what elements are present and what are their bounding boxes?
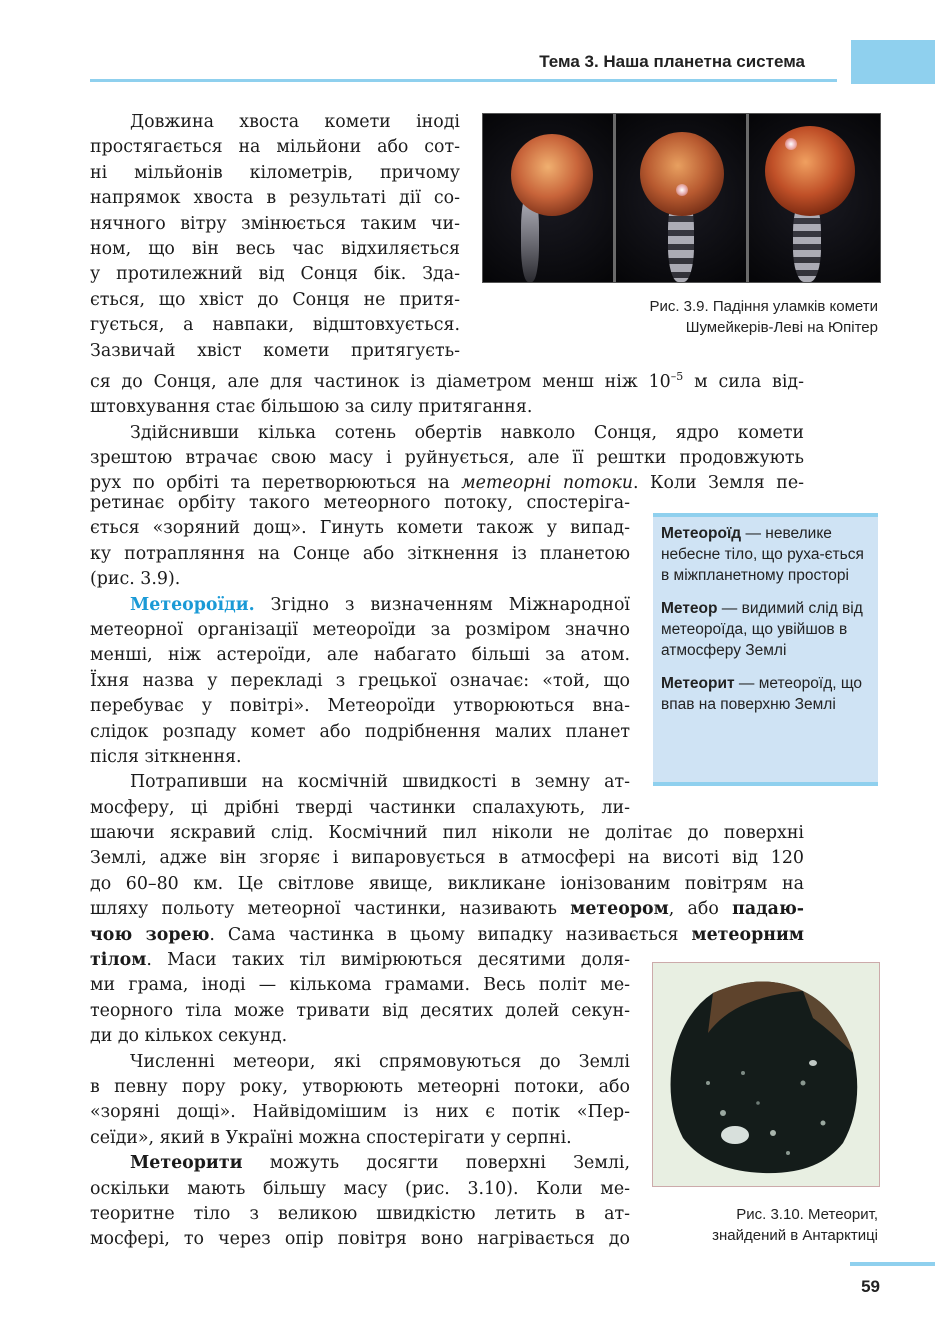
text-line: напрямок хвоста в результаті дії со- — [90, 188, 460, 209]
text-line: мосфері, то через опір повітря воно нагрівається до — [90, 1229, 630, 1250]
caption-line: Рис. 3.10. Метеорит, — [736, 1206, 878, 1223]
text-line: ди до кількох секунд. — [90, 1026, 288, 1047]
figure-3-10-caption — [640, 1204, 878, 1246]
text-line: оскільки мають більшу масу (рис. 3.10). Коли ме- — [90, 1178, 630, 1199]
impact-flash — [676, 184, 688, 196]
text-line: ном, що він весь час відхиляється — [90, 239, 460, 260]
text-line — [90, 364, 804, 395]
text-line — [90, 948, 630, 973]
text-line — [90, 1151, 630, 1176]
definition-text: — невелике небесне тіло, що руха-ється в міжпланетному просторі — [661, 525, 864, 584]
text-line — [90, 923, 804, 948]
text-line: Землі, адже він згоряє і випаровується в атмосфері на висоті від 120 — [90, 848, 804, 869]
text-line: штовхування стає більшою за силу притягання. — [90, 397, 533, 418]
text-line — [90, 897, 804, 922]
text-line: шаючи яскравий слід. Космічний пил ніколи не долітає до поверхні — [90, 823, 804, 843]
bold-term: тілом — [90, 950, 147, 970]
text-line: у протилежний від Сонця бік. Зда- — [90, 264, 460, 285]
text-line: Здійснивши кілька сотень обертів навколо Сонця, ядро комети — [130, 422, 804, 443]
bold-term: чою зорею — [90, 924, 210, 945]
text-line: зрештою втрачає свою масу і руйнується, але її рештки продовжують — [90, 448, 804, 469]
bold-term: Метеорити — [130, 1153, 243, 1174]
exponent: –5 — [670, 370, 684, 383]
meteorite-image — [653, 963, 879, 1186]
text-span: шляху польоту метеорної частинки, називають — [90, 899, 571, 920]
text-span: м сила від- — [683, 371, 804, 392]
text-line: менші, ніж астероїди, але набагато більші за атом. — [90, 645, 630, 666]
emphasis-term: метеорні потоки — [461, 473, 634, 494]
text-line: ні мільйонів кілометрів, причому — [90, 162, 460, 183]
text-span: можуть досягти поверхні Землі, — [242, 1153, 630, 1174]
text-line: сеїди», який в Україні можна спостерігати у серпні. — [90, 1127, 572, 1148]
definitions-box — [653, 513, 878, 786]
definition-term: Метеор — [661, 600, 718, 617]
definition-term: Метеорит — [661, 675, 735, 692]
text-line: мосферу, ці дрібні тверді частинки спалахують, ли- — [90, 797, 630, 818]
section-heading-meteoroids: Метеороїди. — [130, 594, 255, 615]
paragraph-4-6-wrap — [90, 948, 630, 1253]
photo-panel-3 — [749, 114, 880, 282]
text-line — [90, 593, 630, 618]
text-span: рух по орбіті та перетворюються на — [90, 473, 462, 494]
definition-text: — метеороїд, що впав на поверхню Землі — [661, 675, 863, 713]
paragraph-1-wrap — [90, 110, 460, 364]
bold-term: метеором — [570, 899, 669, 920]
text-line: ретинає орбіту такого метеорного потоку, спостеріга- — [90, 493, 630, 513]
text-line: Потрапивши на космічній швидкості в земну ат- — [130, 772, 630, 793]
text-line: перебуває у повітрі». Метеороїди утворюються вна- — [90, 696, 630, 717]
page-header-title: Тема 3. Наша планетна система — [539, 52, 805, 71]
text-span: . Маси таких тіл вимірюються десятими доля- — [146, 950, 630, 970]
photo-panel-2 — [616, 114, 746, 282]
text-line: нячного вітру змінюється таким чи- — [90, 213, 460, 234]
text-line: ми грама, іноді — кількома грамами. Весь політ ме- — [90, 975, 630, 996]
photo-panel-1 — [483, 114, 613, 282]
text-line: в певну пору року, утворюють метеорні потоки, або — [90, 1077, 630, 1098]
figure-jupiter-comet-photo — [482, 113, 881, 283]
text-line: ку потрапляння на Сонце або зіткнення із планетою — [90, 543, 630, 564]
definition-meteoroid — [661, 523, 870, 586]
text-line: Зазвичай хвіст комети притягуєть- — [90, 340, 460, 361]
text-line: метеорної організації метеороїди за розміром значно — [90, 620, 630, 641]
paragraph-2-3-wrap — [90, 491, 630, 821]
figure-meteorite-photo — [652, 962, 880, 1187]
impact-flash — [785, 138, 797, 150]
text-span: ся до Сонця, але для частинок із діаметром менш ніж 10 — [90, 371, 671, 392]
text-line: Їхня назва у перекладі з грецької означає: «той, що — [90, 670, 630, 691]
text-line: ється «зоряний дощ». Гинуть комети також у випад- — [90, 518, 630, 539]
text-line: «зоряні дощі». Найвідомішим із них є потік «Пер- — [90, 1102, 630, 1123]
text-line: гується, а навпаки, відштовхується. — [90, 315, 460, 336]
jupiter-image — [765, 126, 855, 216]
text-line: слідок розпаду комет або подрібнення малих планет — [90, 721, 630, 742]
paragraph-1-2-full — [90, 364, 804, 497]
text-line: після зіткнення. — [90, 747, 242, 768]
text-line: теоритне тіло з великою швидкістю летить в ат- — [90, 1204, 630, 1225]
definition-text: — видимий слід від метеороїда, що увійшов в атмосферу Землі — [661, 600, 863, 659]
text-line: теорного тіла може тривати від десятих долей секун- — [90, 1000, 630, 1021]
text-span: . Коли Земля пе- — [633, 473, 804, 494]
header-rule — [90, 79, 837, 82]
page-number: 59 — [861, 1277, 880, 1296]
text-line: простягається на мільйони або сот- — [90, 137, 460, 158]
definition-meteorite — [661, 673, 870, 715]
footer-rule — [850, 1262, 935, 1266]
jupiter-image — [511, 134, 593, 216]
text-line: (рис. 3.9). — [90, 569, 181, 590]
text-span: . Сама частинка в цьому випадку називається — [209, 924, 692, 945]
definition-meteor — [661, 598, 870, 661]
jupiter-image — [640, 132, 724, 216]
text-line: Численні метеори, які спрямовуються до Землі — [130, 1051, 630, 1072]
paragraph-4-full — [90, 821, 804, 948]
bold-term: падаю- — [732, 899, 804, 920]
text-line: Довжина хвоста комети іноді — [130, 112, 460, 132]
text-span: Згідно з визначенням Міжнародної — [254, 594, 630, 615]
caption-line: знайдений в Антарктиці — [712, 1227, 878, 1244]
text-line: ється, що хвіст до Сонця не притя- — [90, 289, 460, 310]
figure-3-9-caption — [560, 296, 878, 338]
text-span: , або — [668, 899, 733, 920]
caption-line: Шумейкерів-Леві на Юпітер — [685, 319, 878, 336]
definition-term: Метеороїд — [661, 525, 742, 542]
text-line: до 60–80 км. Це світлове явище, викликане іонізованим повітрям на — [90, 873, 804, 894]
bold-term: метеорним — [691, 924, 804, 945]
header-tab — [851, 40, 935, 84]
caption-line: Рис. 3.9. Падіння уламків комети — [649, 298, 878, 315]
